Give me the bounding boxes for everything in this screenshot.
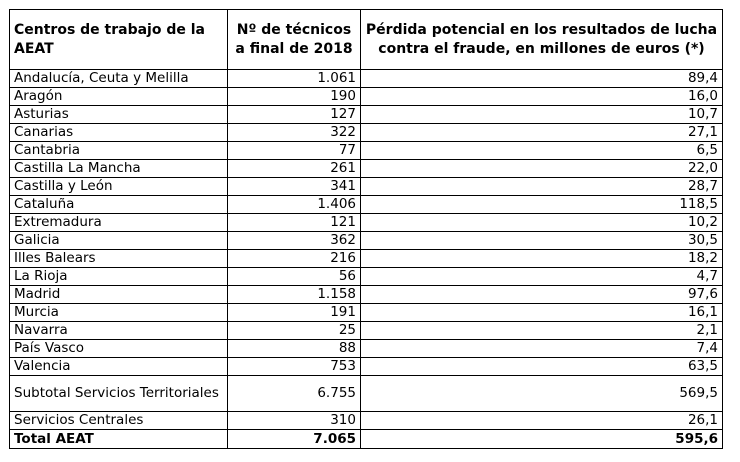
cell-work-center: Andalucía, Ceuta y Melilla <box>10 70 228 88</box>
cell-potential-loss: 4,7 <box>361 268 723 286</box>
cell-potential-loss: 16,1 <box>361 304 723 322</box>
table-row <box>10 358 723 376</box>
table-row <box>10 106 723 124</box>
cell-potential-loss: 16,0 <box>361 88 723 106</box>
table-header <box>10 10 723 70</box>
cell-potential-loss: 97,6 <box>361 286 723 304</box>
cell-potential-loss: 26,1 <box>361 412 723 430</box>
table-row <box>10 196 723 214</box>
cell-technicians: 127 <box>228 106 361 124</box>
cell-technicians: 191 <box>228 304 361 322</box>
cell-potential-loss: 2,1 <box>361 322 723 340</box>
header-technicians: Nº de técnicos a final de 2018 <box>228 10 361 70</box>
table-body <box>10 70 723 449</box>
table-row <box>10 70 723 88</box>
cell-potential-loss: 7,4 <box>361 340 723 358</box>
cell-work-center: Servicios Centrales <box>10 412 228 430</box>
cell-technicians: 56 <box>228 268 361 286</box>
cell-work-center: Cataluña <box>10 196 228 214</box>
cell-work-center: Castilla La Mancha <box>10 160 228 178</box>
table-row <box>10 214 723 232</box>
cell-work-center: La Rioja <box>10 268 228 286</box>
cell-technicians: 341 <box>228 178 361 196</box>
aeat-technicians-table <box>9 9 723 449</box>
cell-technicians: 216 <box>228 250 361 268</box>
cell-work-center: Illes Balears <box>10 250 228 268</box>
cell-technicians: 190 <box>228 88 361 106</box>
cell-potential-loss: 89,4 <box>361 70 723 88</box>
cell-potential-loss: 10,7 <box>361 106 723 124</box>
cell-work-center: Madrid <box>10 286 228 304</box>
cell-work-center: Total AEAT <box>10 430 228 449</box>
cell-potential-loss: 569,5 <box>361 376 723 412</box>
cell-technicians: 261 <box>228 160 361 178</box>
table-row <box>10 340 723 358</box>
cell-technicians: 322 <box>228 124 361 142</box>
cell-technicians: 7.065 <box>228 430 361 449</box>
cell-work-center: Aragón <box>10 88 228 106</box>
table-row <box>10 124 723 142</box>
table-row <box>10 88 723 106</box>
cell-potential-loss: 118,5 <box>361 196 723 214</box>
total-row <box>10 430 723 449</box>
table-row <box>10 322 723 340</box>
cell-technicians: 88 <box>228 340 361 358</box>
cell-work-center: Murcia <box>10 304 228 322</box>
cell-potential-loss: 6,5 <box>361 142 723 160</box>
cell-potential-loss: 10,2 <box>361 214 723 232</box>
table-row <box>10 268 723 286</box>
cell-potential-loss: 18,2 <box>361 250 723 268</box>
table-row <box>10 160 723 178</box>
table-row <box>10 232 723 250</box>
table-row <box>10 286 723 304</box>
cell-technicians: 6.755 <box>228 376 361 412</box>
cell-potential-loss: 28,7 <box>361 178 723 196</box>
table-row <box>10 250 723 268</box>
cell-technicians: 77 <box>228 142 361 160</box>
cell-work-center: Cantabria <box>10 142 228 160</box>
cell-work-center: Extremadura <box>10 214 228 232</box>
central-services-row <box>10 412 723 430</box>
cell-technicians: 753 <box>228 358 361 376</box>
cell-potential-loss: 595,6 <box>361 430 723 449</box>
cell-work-center: Castilla y León <box>10 178 228 196</box>
cell-technicians: 1.406 <box>228 196 361 214</box>
cell-potential-loss: 22,0 <box>361 160 723 178</box>
cell-technicians: 310 <box>228 412 361 430</box>
cell-technicians: 25 <box>228 322 361 340</box>
cell-technicians: 121 <box>228 214 361 232</box>
cell-work-center: Valencia <box>10 358 228 376</box>
cell-work-center: Galicia <box>10 232 228 250</box>
cell-technicians: 362 <box>228 232 361 250</box>
cell-technicians: 1.158 <box>228 286 361 304</box>
cell-potential-loss: 63,5 <box>361 358 723 376</box>
header-potential-loss: Pérdida potencial en los resultados de lucha contra el fraude, en millones de euros (*) <box>361 10 723 70</box>
cell-work-center: País Vasco <box>10 340 228 358</box>
header-work-centers: Centros de trabajo de la AEAT <box>10 10 228 70</box>
header-row <box>10 10 723 70</box>
table-row <box>10 178 723 196</box>
cell-work-center: Asturias <box>10 106 228 124</box>
cell-work-center: Canarias <box>10 124 228 142</box>
cell-technicians: 1.061 <box>228 70 361 88</box>
cell-work-center: Navarra <box>10 322 228 340</box>
cell-work-center: Subtotal Servicios Territoriales <box>10 376 228 412</box>
table-row <box>10 142 723 160</box>
table-row <box>10 304 723 322</box>
cell-potential-loss: 30,5 <box>361 232 723 250</box>
cell-potential-loss: 27,1 <box>361 124 723 142</box>
subtotal-row <box>10 376 723 412</box>
